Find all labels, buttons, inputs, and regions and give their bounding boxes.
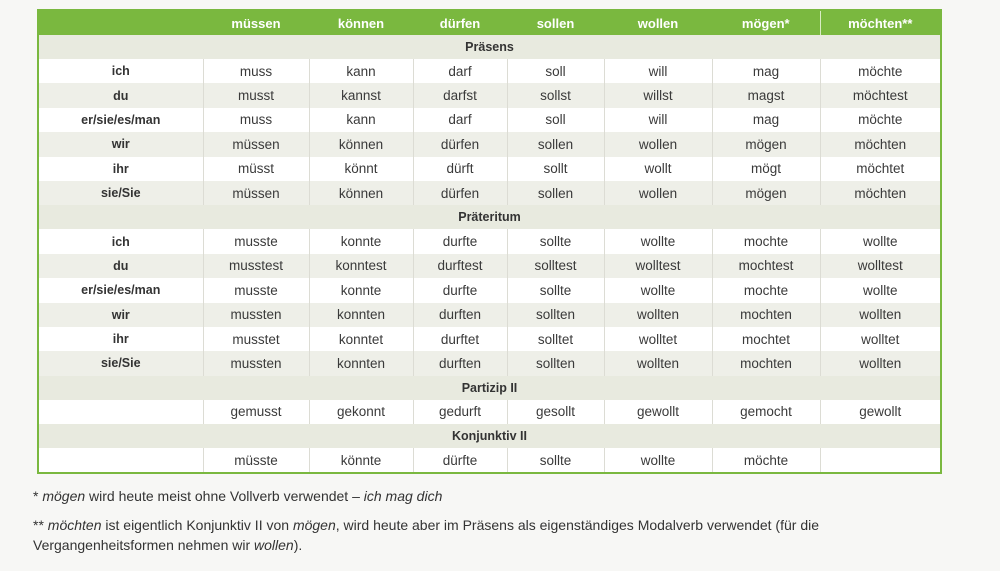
verb-form-cell: konnte <box>309 278 413 302</box>
verb-form-cell: dürfen <box>413 132 507 156</box>
verb-form-cell: mag <box>712 59 820 83</box>
header-verb-moechten: möchten** <box>820 11 940 35</box>
verb-form-cell: sollten <box>507 351 604 375</box>
table-row <box>39 400 940 424</box>
verb-form-cell: können <box>309 181 413 205</box>
footnotes <box>33 486 933 564</box>
header-verb-duerfen: dürfen <box>413 11 507 35</box>
verb-form-cell: wollte <box>820 278 940 302</box>
footnote-emphasis: mögen <box>292 517 336 533</box>
verb-form-cell: konnten <box>309 303 413 327</box>
verb-form-cell: wolltet <box>820 327 940 351</box>
verb-form-cell: konntet <box>309 327 413 351</box>
verb-form-cell: mochte <box>712 229 820 253</box>
verb-form-cell: gekonnt <box>309 400 413 424</box>
table-row <box>39 448 940 472</box>
pronoun-cell: du <box>39 83 203 107</box>
footnote-moechten <box>33 515 933 555</box>
verb-form-cell: konnte <box>309 229 413 253</box>
verb-form-cell: kannst <box>309 83 413 107</box>
pronoun-cell: wir <box>39 303 203 327</box>
modal-verbs-table-frame <box>37 9 942 474</box>
modal-verbs-table <box>39 11 940 472</box>
section-title: Partizip II <box>39 376 940 400</box>
verb-form-cell: mögt <box>712 157 820 181</box>
verb-form-cell: mussten <box>203 351 309 375</box>
table-row <box>39 108 940 132</box>
section-title: Präsens <box>39 35 940 59</box>
verb-form-cell: mag <box>712 108 820 132</box>
verb-form-cell: wollten <box>820 303 940 327</box>
pronoun-cell: er/sie/es/man <box>39 108 203 132</box>
verb-form-cell: sollen <box>507 181 604 205</box>
verb-form-cell: willst <box>604 83 712 107</box>
section-header-row <box>39 205 940 229</box>
verb-form-cell: möchte <box>712 448 820 472</box>
verb-form-cell: will <box>604 59 712 83</box>
header-verb-sollen: sollen <box>507 11 604 35</box>
section-header-row <box>39 424 940 448</box>
table-row <box>39 278 940 302</box>
verb-form-cell: wollen <box>604 181 712 205</box>
verb-form-cell: wollte <box>604 278 712 302</box>
verb-form-cell: möchten <box>820 132 940 156</box>
verb-form-cell: magst <box>712 83 820 107</box>
table-row <box>39 59 940 83</box>
table-row <box>39 132 940 156</box>
verb-form-cell: kann <box>309 59 413 83</box>
pronoun-cell: ihr <box>39 327 203 351</box>
footnote-emphasis: möchten <box>47 517 102 533</box>
verb-form-cell: sollen <box>507 132 604 156</box>
verb-form-cell: mochtest <box>712 254 820 278</box>
verb-form-cell: wollte <box>604 448 712 472</box>
verb-form-cell: müsst <box>203 157 309 181</box>
verb-form-cell: durfte <box>413 278 507 302</box>
section-header-row <box>39 35 940 59</box>
verb-form-cell: gemocht <box>712 400 820 424</box>
pronoun-cell: er/sie/es/man <box>39 278 203 302</box>
verb-form-cell: mussten <box>203 303 309 327</box>
pronoun-cell: ich <box>39 59 203 83</box>
pronoun-cell <box>39 400 203 424</box>
table-row <box>39 229 940 253</box>
verb-form-cell: gemusst <box>203 400 309 424</box>
verb-form-cell: durftet <box>413 327 507 351</box>
verb-form-cell: will <box>604 108 712 132</box>
verb-form-cell: möchte <box>820 108 940 132</box>
verb-form-cell: muss <box>203 59 309 83</box>
pronoun-cell <box>39 448 203 472</box>
pronoun-cell: ihr <box>39 157 203 181</box>
verb-form-cell: mochten <box>712 303 820 327</box>
verb-form-cell: durften <box>413 351 507 375</box>
table-row <box>39 181 940 205</box>
verb-form-cell: sollte <box>507 448 604 472</box>
pronoun-cell: sie/Sie <box>39 181 203 205</box>
table-row <box>39 254 940 278</box>
verb-form-cell: wollte <box>604 229 712 253</box>
verb-form-cell: solltet <box>507 327 604 351</box>
table-row <box>39 83 940 107</box>
verb-form-cell: müssen <box>203 132 309 156</box>
verb-form-cell: mögen <box>712 181 820 205</box>
verb-form-cell: konnten <box>309 351 413 375</box>
table-row <box>39 157 940 181</box>
verb-form-cell: könnte <box>309 448 413 472</box>
footnote-marker: ** <box>33 517 48 533</box>
verb-form-cell: musste <box>203 278 309 302</box>
footnote-moegen <box>33 486 933 506</box>
verb-form-cell: wollte <box>820 229 940 253</box>
verb-form-cell: möchtet <box>820 157 940 181</box>
verb-form-cell: wolltest <box>604 254 712 278</box>
verb-form-cell: muss <box>203 108 309 132</box>
verb-form-cell: musstet <box>203 327 309 351</box>
verb-form-cell: gesollt <box>507 400 604 424</box>
footnote-emphasis: mögen <box>42 488 86 504</box>
verb-form-cell: gedurft <box>413 400 507 424</box>
table-body <box>39 35 940 472</box>
verb-form-cell: sollte <box>507 229 604 253</box>
pronoun-cell: du <box>39 254 203 278</box>
footnote-text: ist eigentlich Konjunktiv II von <box>101 517 293 533</box>
verb-form-cell: möchtest <box>820 83 940 107</box>
verb-form-cell <box>820 448 940 472</box>
verb-form-cell: müssen <box>203 181 309 205</box>
section-header-row <box>39 376 940 400</box>
verb-form-cell: darf <box>413 59 507 83</box>
header-row <box>39 11 940 35</box>
verb-form-cell: wolltest <box>820 254 940 278</box>
verb-form-cell: kann <box>309 108 413 132</box>
verb-form-cell: sollt <box>507 157 604 181</box>
verb-form-cell: dürfen <box>413 181 507 205</box>
verb-form-cell: wolltet <box>604 327 712 351</box>
verb-form-cell: musstest <box>203 254 309 278</box>
table-row <box>39 351 940 375</box>
verb-form-cell: sollst <box>507 83 604 107</box>
verb-form-cell: sollte <box>507 278 604 302</box>
verb-form-cell: solltest <box>507 254 604 278</box>
verb-form-cell: möchten <box>820 181 940 205</box>
verb-form-cell: soll <box>507 108 604 132</box>
verb-form-cell: durftest <box>413 254 507 278</box>
verb-form-cell: soll <box>507 59 604 83</box>
verb-form-cell: konntest <box>309 254 413 278</box>
verb-form-cell: darfst <box>413 83 507 107</box>
pronoun-cell: wir <box>39 132 203 156</box>
verb-form-cell: durfte <box>413 229 507 253</box>
footnote-text: , wird heute aber im Präsens als eigenständiges Modalverb verwendet (für die Vergangenheitsformen nehmen wir <box>33 517 820 553</box>
verb-form-cell: dürft <box>413 157 507 181</box>
verb-form-cell: wollten <box>820 351 940 375</box>
verb-form-cell: mochtet <box>712 327 820 351</box>
verb-form-cell: könnt <box>309 157 413 181</box>
verb-form-cell: müsste <box>203 448 309 472</box>
verb-form-cell: wollten <box>604 351 712 375</box>
pronoun-cell: sie/Sie <box>39 351 203 375</box>
verb-form-cell: möchte <box>820 59 940 83</box>
verb-form-cell: mochten <box>712 351 820 375</box>
verb-form-cell: gewollt <box>604 400 712 424</box>
verb-form-cell: musst <box>203 83 309 107</box>
footnote-text: ). <box>293 537 303 553</box>
header-verb-muessen: müssen <box>203 11 309 35</box>
header-empty-cell <box>39 11 203 35</box>
verb-form-cell: durften <box>413 303 507 327</box>
header-verb-moegen: mögen* <box>712 11 820 35</box>
header-verb-koennen: können <box>309 11 413 35</box>
verb-form-cell: wollen <box>604 132 712 156</box>
table-row <box>39 303 940 327</box>
verb-form-cell: können <box>309 132 413 156</box>
footnote-text: wird heute meist ohne Vollverb verwendet – <box>85 488 364 504</box>
section-title: Konjunktiv II <box>39 424 940 448</box>
verb-form-cell: wollten <box>604 303 712 327</box>
section-title: Präteritum <box>39 205 940 229</box>
footnote-emphasis: ich mag dich <box>363 488 443 504</box>
verb-form-cell: wollt <box>604 157 712 181</box>
verb-form-cell: sollten <box>507 303 604 327</box>
table-row <box>39 327 940 351</box>
verb-form-cell: mochte <box>712 278 820 302</box>
verb-form-cell: mögen <box>712 132 820 156</box>
verb-form-cell: gewollt <box>820 400 940 424</box>
verb-form-cell: musste <box>203 229 309 253</box>
pronoun-cell: ich <box>39 229 203 253</box>
verb-form-cell: darf <box>413 108 507 132</box>
footnote-emphasis: wollen <box>254 537 294 553</box>
verb-form-cell: dürfte <box>413 448 507 472</box>
header-verb-wollen: wollen <box>604 11 712 35</box>
footnote-marker: * <box>33 488 43 504</box>
